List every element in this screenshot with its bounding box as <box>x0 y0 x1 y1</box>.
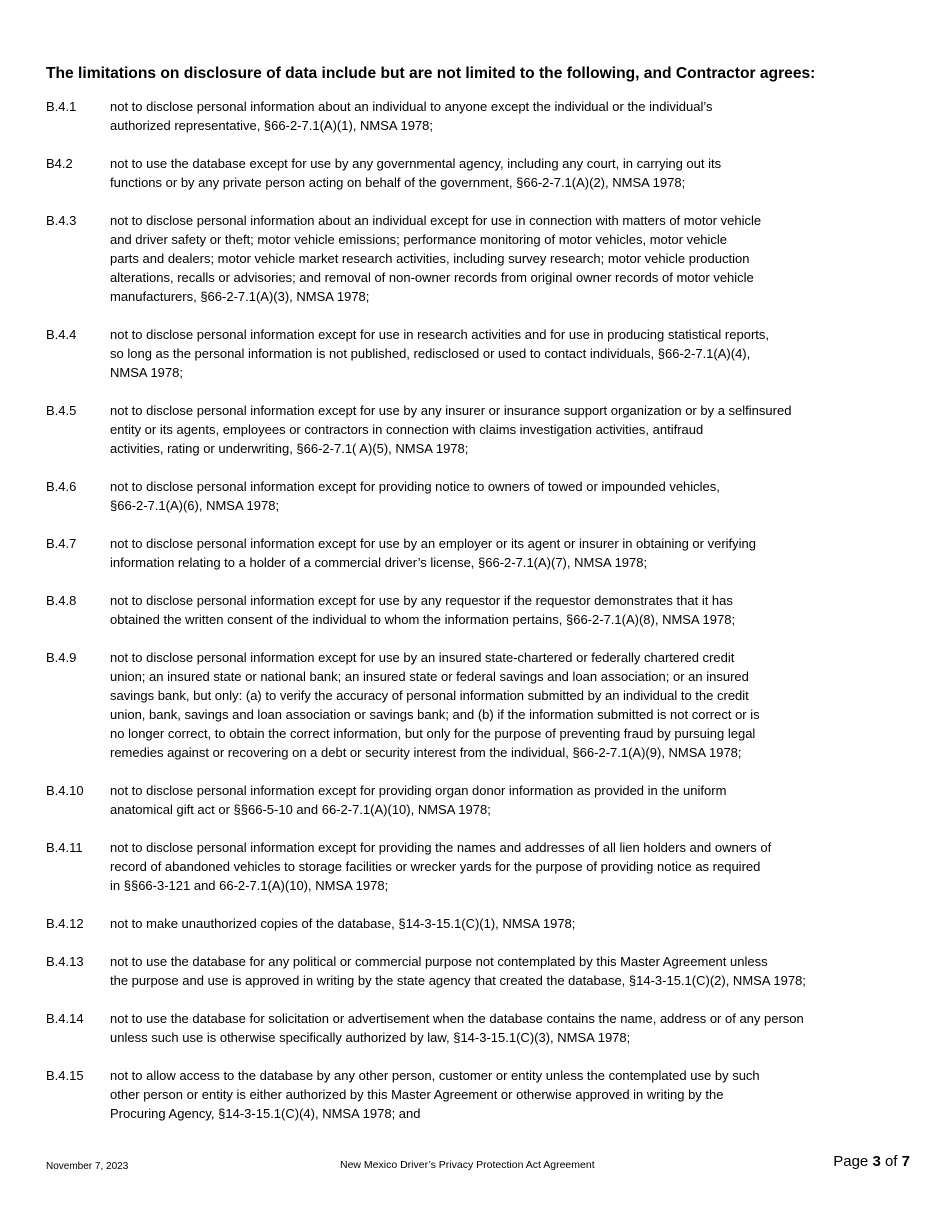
clause-text <box>110 325 906 382</box>
clause-number: B.4.4 <box>46 327 77 342</box>
clause-item <box>46 325 906 382</box>
clause-text <box>110 838 906 895</box>
clause-text <box>110 952 906 990</box>
clause-number: B4.2 <box>46 156 73 171</box>
clause-number: B.4.15 <box>46 1068 84 1083</box>
clause-text-line: unless such use is otherwise specifically authorized by law, §14-3-15.1(C)(3), NMSA 1978; <box>110 1030 631 1045</box>
clause-item <box>46 401 906 458</box>
clause-item <box>46 648 906 762</box>
clause-text-line: not to disclose personal information except for providing the names and addresses of all lien holders and owners of <box>110 840 772 855</box>
clause-text-line: activities, rating or underwriting, §66-2-7.1( A)(5), NMSA 1978; <box>110 441 469 456</box>
clause-text <box>110 534 906 572</box>
footer-document-title: New Mexico Driver’s Privacy Protection Act Agreement <box>340 1159 595 1171</box>
clause-text <box>110 477 906 515</box>
clause-text-line: manufacturers, §66-2-7.1(A)(3), NMSA 1978; <box>110 289 370 304</box>
clause-text-line: NMSA 1978; <box>110 365 183 380</box>
clause-item <box>46 534 906 572</box>
clause-text-line: not to disclose personal information except for use by an employer or its agent or insurer in obtaining or verifying <box>110 536 757 551</box>
clause-text-line: not to use the database for solicitation or advertisement when the database contains the name, address or of any person <box>110 1011 804 1026</box>
clause-text <box>110 154 906 192</box>
page-of: of <box>884 1153 898 1170</box>
clause-number: B.4.8 <box>46 593 77 608</box>
clause-item <box>46 591 906 629</box>
clause-text-line: not to allow access to the database by any other person, customer or entity unless the contemplated use by such <box>110 1068 760 1083</box>
footer-date: November 7, 2023 <box>46 1161 129 1172</box>
clause-text-line: union; an insured state or national bank; an insured state or federal savings and loan association; or an insured <box>110 669 749 684</box>
clause-text-line: not to make unauthorized copies of the database, §14-3-15.1(C)(1), NMSA 1978; <box>110 916 576 931</box>
clause-item <box>46 914 906 933</box>
clause-item <box>46 154 906 192</box>
clause-text-line: not to disclose personal information except for providing notice to owners of towed or impounded vehicles, <box>110 479 720 494</box>
page-footer <box>46 1153 910 1177</box>
clause-item <box>46 838 906 895</box>
clause-text-line: the purpose and use is approved in writing by the state agency that created the database, §14-3-15.1(C)(2), NMSA 1978; <box>110 973 806 988</box>
clause-text <box>110 648 906 762</box>
clause-item <box>46 952 906 990</box>
clause-number: B.4.3 <box>46 213 77 228</box>
page-label: Page <box>833 1153 869 1170</box>
clause-item <box>46 477 906 515</box>
clause-text-line: union, bank, savings and loan association or savings bank; and (b) if the information submitted is not correct or is <box>110 707 760 722</box>
clause-text-line: not to disclose personal information except for use by any requestor if the requestor demonstrates that it has <box>110 593 733 608</box>
clause-number: B.4.6 <box>46 479 77 494</box>
clause-text <box>110 781 906 819</box>
clause-text <box>110 591 906 629</box>
clause-text-line: information relating to a holder of a commercial driver’s license, §66-2-7.1(A)(7), NMSA 1978; <box>110 555 648 570</box>
clause-text <box>110 1066 906 1123</box>
page-current: 3 <box>872 1153 881 1170</box>
clause-text <box>110 211 906 306</box>
clause-text-line: functions or by any private person acting on behalf of the government, §66-2-7.1(A)(2), NMSA 1978; <box>110 175 686 190</box>
page-total: 7 <box>901 1153 910 1170</box>
clause-text-line: entity or its agents, employees or contractors in connection with claims investigation activities, antifraud <box>110 422 704 437</box>
clause-item <box>46 97 906 135</box>
clause-text-line: record of abandoned vehicles to storage facilities or wrecker yards for the purpose of providing notice as required <box>110 859 761 874</box>
clause-number: B.4.13 <box>46 954 84 969</box>
clause-text <box>110 914 906 933</box>
clause-number: B.4.14 <box>46 1011 84 1026</box>
clause-number: B.4.1 <box>46 99 77 114</box>
clause-text-line: authorized representative, §66-2-7.1(A)(1), NMSA 1978; <box>110 118 434 133</box>
clause-text-line: not to disclose personal information except for providing organ donor information as provided in the uniform <box>110 783 727 798</box>
clause-text-line: not to disclose personal information except for use in research activities and for use in producing statistical reports, <box>110 327 770 342</box>
clause-text-line: not to disclose personal information about an individual except for use in connection with matters of motor vehicle <box>110 213 762 228</box>
clause-number: B.4.9 <box>46 650 77 665</box>
clause-number: B.4.10 <box>46 783 84 798</box>
clause-text <box>110 97 906 135</box>
clause-text-line: not to disclose personal information about an individual to anyone except the individual or the individual’s <box>110 99 713 114</box>
clause-text-line: in §§66-3-121 and 66-2-7.1(A)(10), NMSA 1978; <box>110 878 389 893</box>
clause-text-line: not to use the database for any political or commercial purpose not contemplated by this Master Agreement unless <box>110 954 768 969</box>
page-heading: The limitations on disclosure of data include but are not limited to the following, and Contractor agrees: <box>46 65 816 82</box>
clause-text-line: not to disclose personal information except for use by an insured state-chartered or federally chartered credit <box>110 650 735 665</box>
clause-text-line: savings bank, but only: (a) to verify the accuracy of personal information submitted by an individual to the credit <box>110 688 749 703</box>
clause-text-line: not to disclose personal information except for use by any insurer or insurance support organization or by a selfinsured <box>110 403 792 418</box>
clause-text-line: alterations, recalls or advisories; and removal of non-owner records from original owner records of motor vehicle <box>110 270 754 285</box>
clause-text-line: §66-2-7.1(A)(6), NMSA 1978; <box>110 498 280 513</box>
clause-text-line: obtained the written consent of the individual to whom the information pertains, §66-2-7.1(A)(8), NMSA 1978; <box>110 612 736 627</box>
clause-number: B.4.5 <box>46 403 77 418</box>
clause-text <box>110 1009 906 1047</box>
clause-text-line: and driver safety or theft; motor vehicle emissions; performance monitoring of motor vehicles, motor vehicle <box>110 232 728 247</box>
footer-page-number <box>833 1153 910 1170</box>
clause-number: B.4.12 <box>46 916 84 931</box>
clause-number: B.4.11 <box>46 840 83 855</box>
clause-text-line: remedies against or recovering on a debt or security interest from the individual, §66-2-7.1(A)(9), NMSA 1978; <box>110 745 742 760</box>
clause-list <box>46 97 906 1123</box>
clause-item <box>46 211 906 306</box>
clause-item <box>46 781 906 819</box>
clause-text-line: Procuring Agency, §14-3-15.1(C)(4), NMSA 1978; and <box>110 1106 421 1121</box>
clause-text-line: no longer correct, to obtain the correct information, but only for the purpose of preventing fraud by pursuing legal <box>110 726 756 741</box>
clause-text-line: not to use the database except for use by any governmental agency, including any court, in carrying out its <box>110 156 722 171</box>
clause-text <box>110 401 906 458</box>
clause-text-line: so long as the personal information is not published, redisclosed or used to contact individuals, §66-2-7.1(A)(4), <box>110 346 751 361</box>
clause-item <box>46 1066 906 1123</box>
clause-number: B.4.7 <box>46 536 77 551</box>
clause-text-line: anatomical gift act or §§66-5-10 and 66-2-7.1(A)(10), NMSA 1978; <box>110 802 491 817</box>
clause-text-line: parts and dealers; motor vehicle market research activities, including survey research; motor vehicle production <box>110 251 750 266</box>
clause-text-line: other person or entity is either authorized by this Master Agreement or otherwise approved in writing by the <box>110 1087 724 1102</box>
clause-item <box>46 1009 906 1047</box>
